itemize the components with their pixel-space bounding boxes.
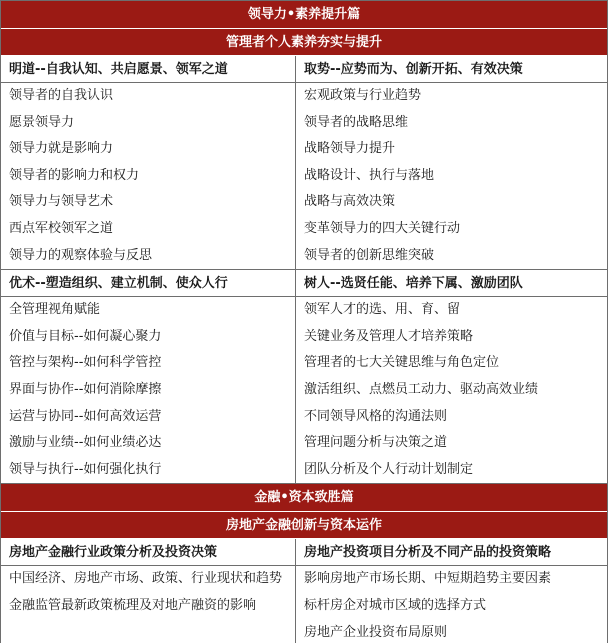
list-item: 领导者的影响力和权力 [9, 167, 140, 183]
list-item: 团队分析及个人行动计划制定 [304, 461, 474, 477]
block1-right-heading: 取势--应势而为、创新开拓、有效决策 [296, 56, 607, 83]
block1-left-heading: 明道--自我认知、共启愿景、领军之道 [1, 56, 295, 83]
section2-left-heading: 房地产金融行业政策分析及投资决策 [1, 539, 295, 566]
block2-right-heading: 树人--选贤任能、培养下属、激励团队 [296, 270, 607, 297]
list-item: 战略设计、执行与落地 [304, 167, 435, 183]
section1-title: 领导力•素养提升篇 [1, 1, 607, 29]
list-item: 价值与目标--如何凝心聚力 [9, 328, 162, 344]
list-item: 战略领导力提升 [304, 141, 396, 157]
list-item: 战略与高效决策 [304, 194, 396, 210]
list-item: 领导力就是影响力 [9, 141, 114, 157]
section2-block [1, 539, 607, 643]
section1-subtitle: 管理者个人素养夯实与提升 [1, 29, 607, 56]
block1-right-column [296, 56, 607, 270]
block2-left-heading: 优术--塑造组织、建立机制、使众人行 [1, 270, 295, 297]
list-item: 管理者的七大关键思维与角色定位 [304, 355, 500, 371]
list-item: 宏观政策与行业趋势 [304, 88, 422, 103]
list-item: 界面与协作--如何消除摩擦 [9, 381, 162, 397]
block1-left-column [1, 56, 296, 270]
list-item: 领导者的自我认识 [9, 88, 114, 103]
list-item: 领导与执行--如何强化执行 [9, 461, 162, 477]
list-item: 管理问题分析与决策之道 [304, 435, 448, 451]
section2-right-heading: 房地产投资项目分析及不同产品的投资策略 [296, 539, 607, 566]
list-item: 领导者的创新思维突破 [304, 247, 435, 263]
list-item: 激活组织、点燃员工动力、驱动高效业绩 [304, 381, 539, 397]
list-item: 管控与架构--如何科学管控 [9, 355, 162, 371]
list-item: 影响房地产市场长期、中短期趋势主要因素 [304, 571, 552, 587]
section2-left-column [1, 539, 296, 643]
block2-left-column [1, 270, 296, 484]
list-item: 领导者的战略思维 [304, 114, 409, 130]
block2-right-column [296, 270, 607, 484]
list-item: 领导力与领导艺术 [9, 194, 114, 210]
section2-subtitle: 房地产金融创新与资本运作 [1, 512, 607, 539]
list-item: 变革领导力的四大关键行动 [304, 220, 461, 236]
list-item: 中国经济、房地产市场、政策、行业现状和趋势 [9, 571, 283, 587]
section2-right-column [296, 539, 607, 643]
list-item: 领导力的观察体验与反思 [9, 247, 153, 263]
section2-title: 金融•资本致胜篇 [1, 484, 607, 512]
list-item: 不同领导风格的沟通法则 [304, 408, 448, 424]
list-item: 领军人才的选、用、育、留 [304, 302, 461, 318]
list-item: 激励与业绩--如何业绩必达 [9, 435, 162, 451]
list-item: 金融监管最新政策梳理及对地产融资的影响 [9, 598, 257, 614]
section1-block1 [1, 56, 607, 270]
list-item: 房地产企业投资布局原则 [304, 624, 448, 640]
list-item: 关键业务及管理人才培养策略 [304, 328, 474, 344]
list-item: 运营与协同--如何高效运营 [9, 408, 162, 424]
list-item: 标杆房企对城市区域的选择方式 [304, 598, 487, 614]
list-item: 西点军校领军之道 [9, 220, 114, 236]
list-item: 愿景领导力 [9, 114, 75, 130]
list-item: 全管理视角赋能 [9, 302, 101, 318]
section1-block2 [1, 270, 607, 484]
